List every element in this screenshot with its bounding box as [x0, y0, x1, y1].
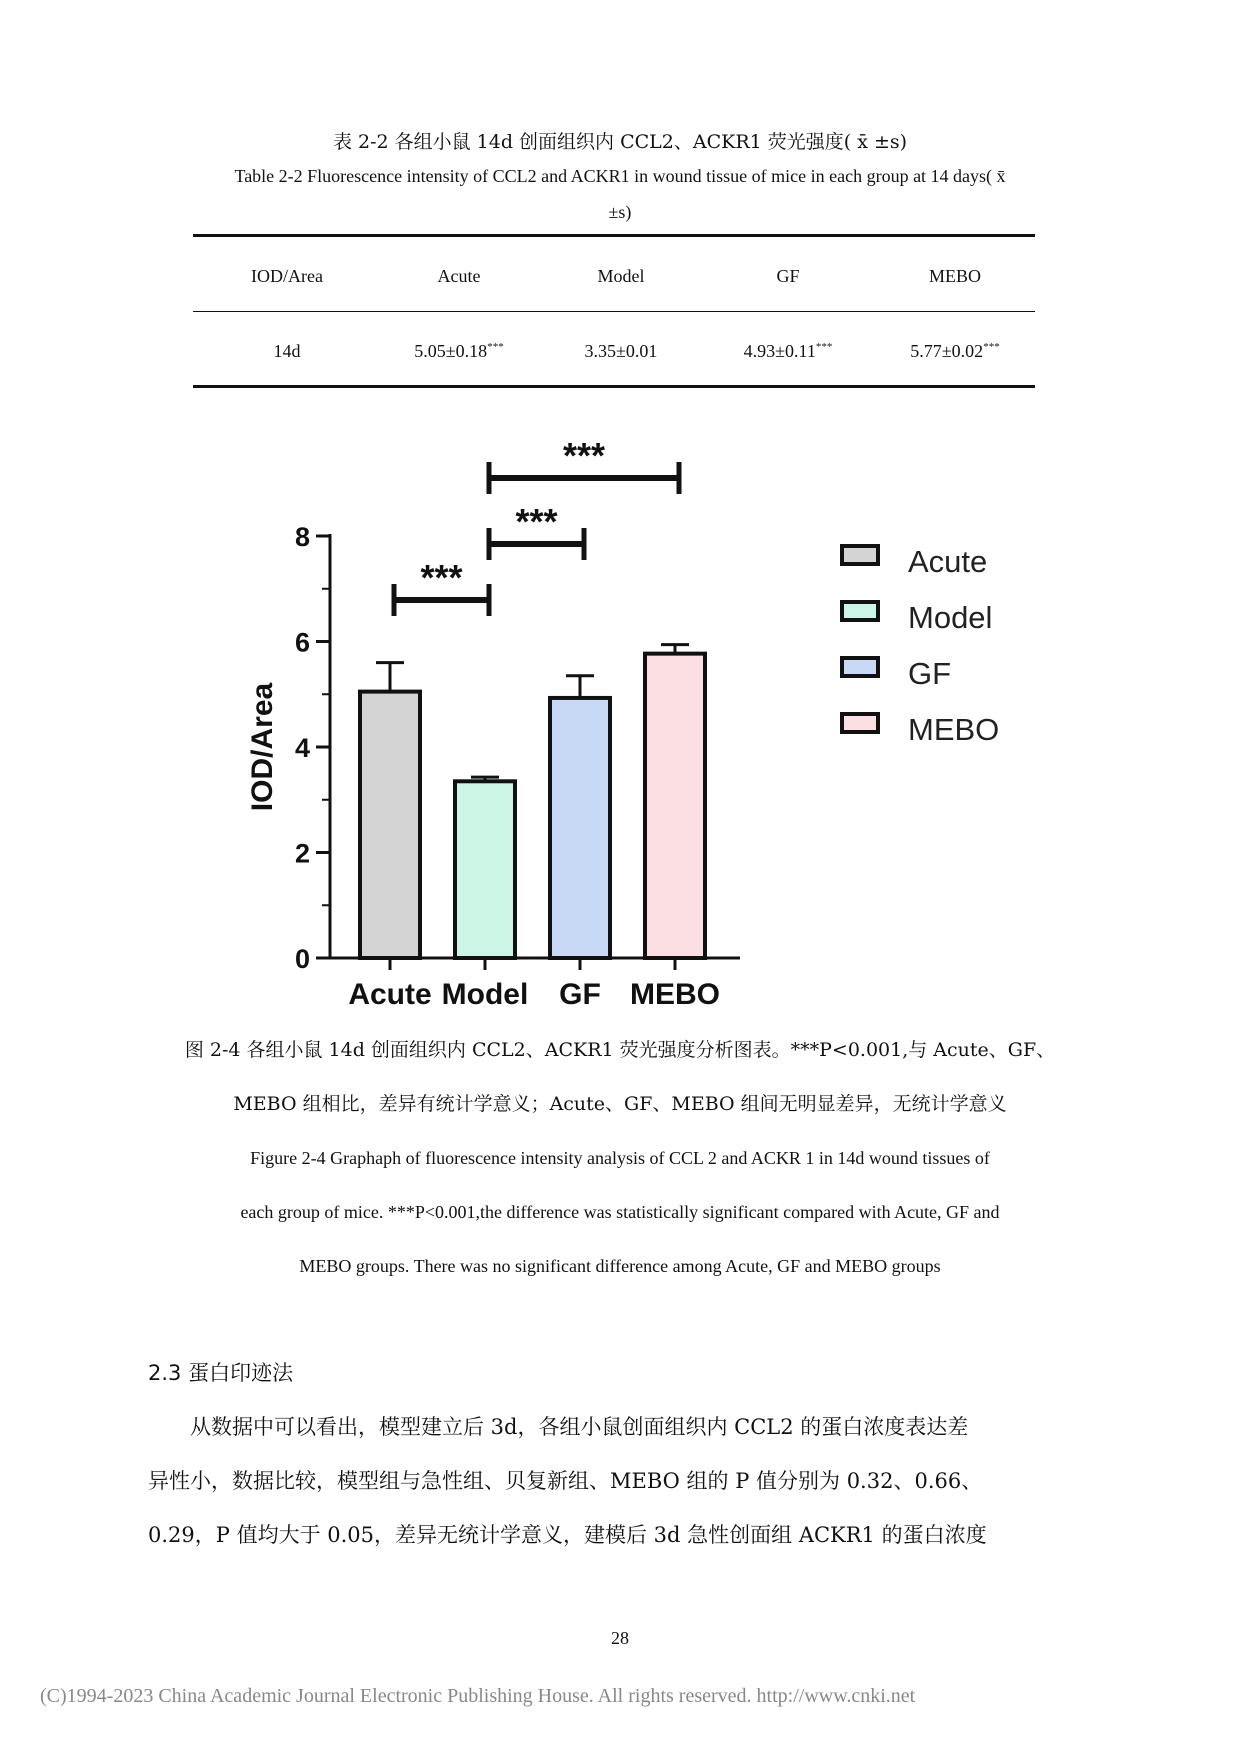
table-row-label: 14d — [273, 341, 301, 361]
significance-label: *** — [562, 435, 606, 476]
legend-swatch — [842, 658, 878, 676]
page-number: 28 — [611, 1628, 629, 1648]
x-tick-label: MEBO — [630, 978, 720, 1011]
table-cell: 5.05±0.18*** — [414, 341, 504, 361]
body-paragraph-line: 0.29，P 值均大于 0.05，差异无统计学意义，建模后 3d 急性创面组 ACKR1 的蛋白浓度 — [148, 1523, 987, 1547]
figure-caption-en-line2: each group of mice. ***P<0.001,the difference was statistically significant compared with Acute, GF and — [240, 1202, 1000, 1222]
y-axis-title: IOD/Area — [246, 682, 279, 812]
table-bottom-rule — [193, 385, 1035, 388]
table-header-cell: Acute — [437, 266, 481, 286]
legend-swatch — [842, 602, 878, 620]
legend-label: Acute — [908, 544, 988, 579]
table-cell: 4.93±0.11*** — [743, 341, 833, 361]
table-caption-cn: 表 2-2 各组小鼠 14d 创面组织内 CCL2、ACKR1 荧光强度( x̄ ±s) — [332, 131, 908, 153]
legend-swatch — [842, 714, 878, 732]
table-header-cell: GF — [776, 266, 800, 286]
figure-caption-cn-line2: MEBO 组相比，差异有统计学意义；Acute、GF、MEBO 组间无明显差异，无统计学意义 — [233, 1093, 1007, 1115]
figure-caption-cn-line1: 图 2-4 各组小鼠 14d 创面组织内 CCL2、ACKR1 荧光强度分析图表。***P<0.001,与 Acute、GF、 — [184, 1039, 1056, 1061]
table-top-rule — [193, 234, 1035, 237]
legend-label: GF — [908, 656, 952, 691]
bar — [550, 698, 610, 958]
y-tick-label: 2 — [294, 838, 310, 869]
figure-caption-en-line1: Figure 2-4 Graphaph of fluorescence intensity analysis of CCL 2 and ACKR 1 in 14d wound tissues of — [250, 1148, 990, 1168]
y-tick-label: 0 — [294, 944, 310, 974]
significance-label: *** — [515, 501, 558, 542]
table-caption-en-line1: Table 2-2 Fluorescence intensity of CCL2 and ACKR1 in wound tissue of mice in each group at 14 days( x̄ — [234, 166, 1006, 186]
y-tick-label: 4 — [294, 733, 310, 763]
body-paragraph-line: 从数据中可以看出，模型建立后 3d，各组小鼠创面组织内 CCL2 的蛋白浓度表达差 — [190, 1415, 969, 1439]
legend-label: MEBO — [908, 712, 1000, 747]
section-heading: 2.3 蛋白印迹法 — [148, 1361, 294, 1385]
y-tick-label: 8 — [294, 522, 310, 552]
table-header-cell: IOD/Area — [251, 266, 323, 286]
table-mid-rule — [193, 311, 1035, 312]
legend-label: Model — [908, 600, 993, 635]
table-caption-en-line2: ±s) — [608, 202, 632, 222]
figure-caption-en-line3: MEBO groups. There was no significant difference among Acute, GF and MEBO groups — [299, 1256, 941, 1276]
table-cell: 3.35±0.01 — [584, 341, 658, 361]
bar — [645, 654, 705, 958]
legend-swatch — [842, 546, 878, 564]
bar-chart — [220, 435, 1040, 1030]
x-tick-label: Acute — [348, 978, 432, 1011]
significance-label: *** — [420, 557, 463, 598]
copyright-footer: (C)1994-2023 China Academic Journal Electronic Publishing House. All rights reserved. http://www.cnki.net — [40, 1685, 916, 1707]
table-cell: 5.77±0.02*** — [910, 341, 1000, 361]
x-tick-label: GF — [559, 978, 601, 1011]
y-tick-label: 6 — [294, 627, 310, 658]
bar — [455, 781, 515, 958]
table-header-cell: Model — [597, 266, 645, 286]
x-tick-label: Model — [441, 978, 529, 1011]
body-paragraph-line: 异性小，数据比较，模型组与急性组、贝复新组、MEBO 组的 P 值分别为 0.32、0.66、 — [148, 1469, 983, 1493]
table-header-cell: MEBO — [928, 266, 981, 286]
bar — [360, 692, 420, 958]
